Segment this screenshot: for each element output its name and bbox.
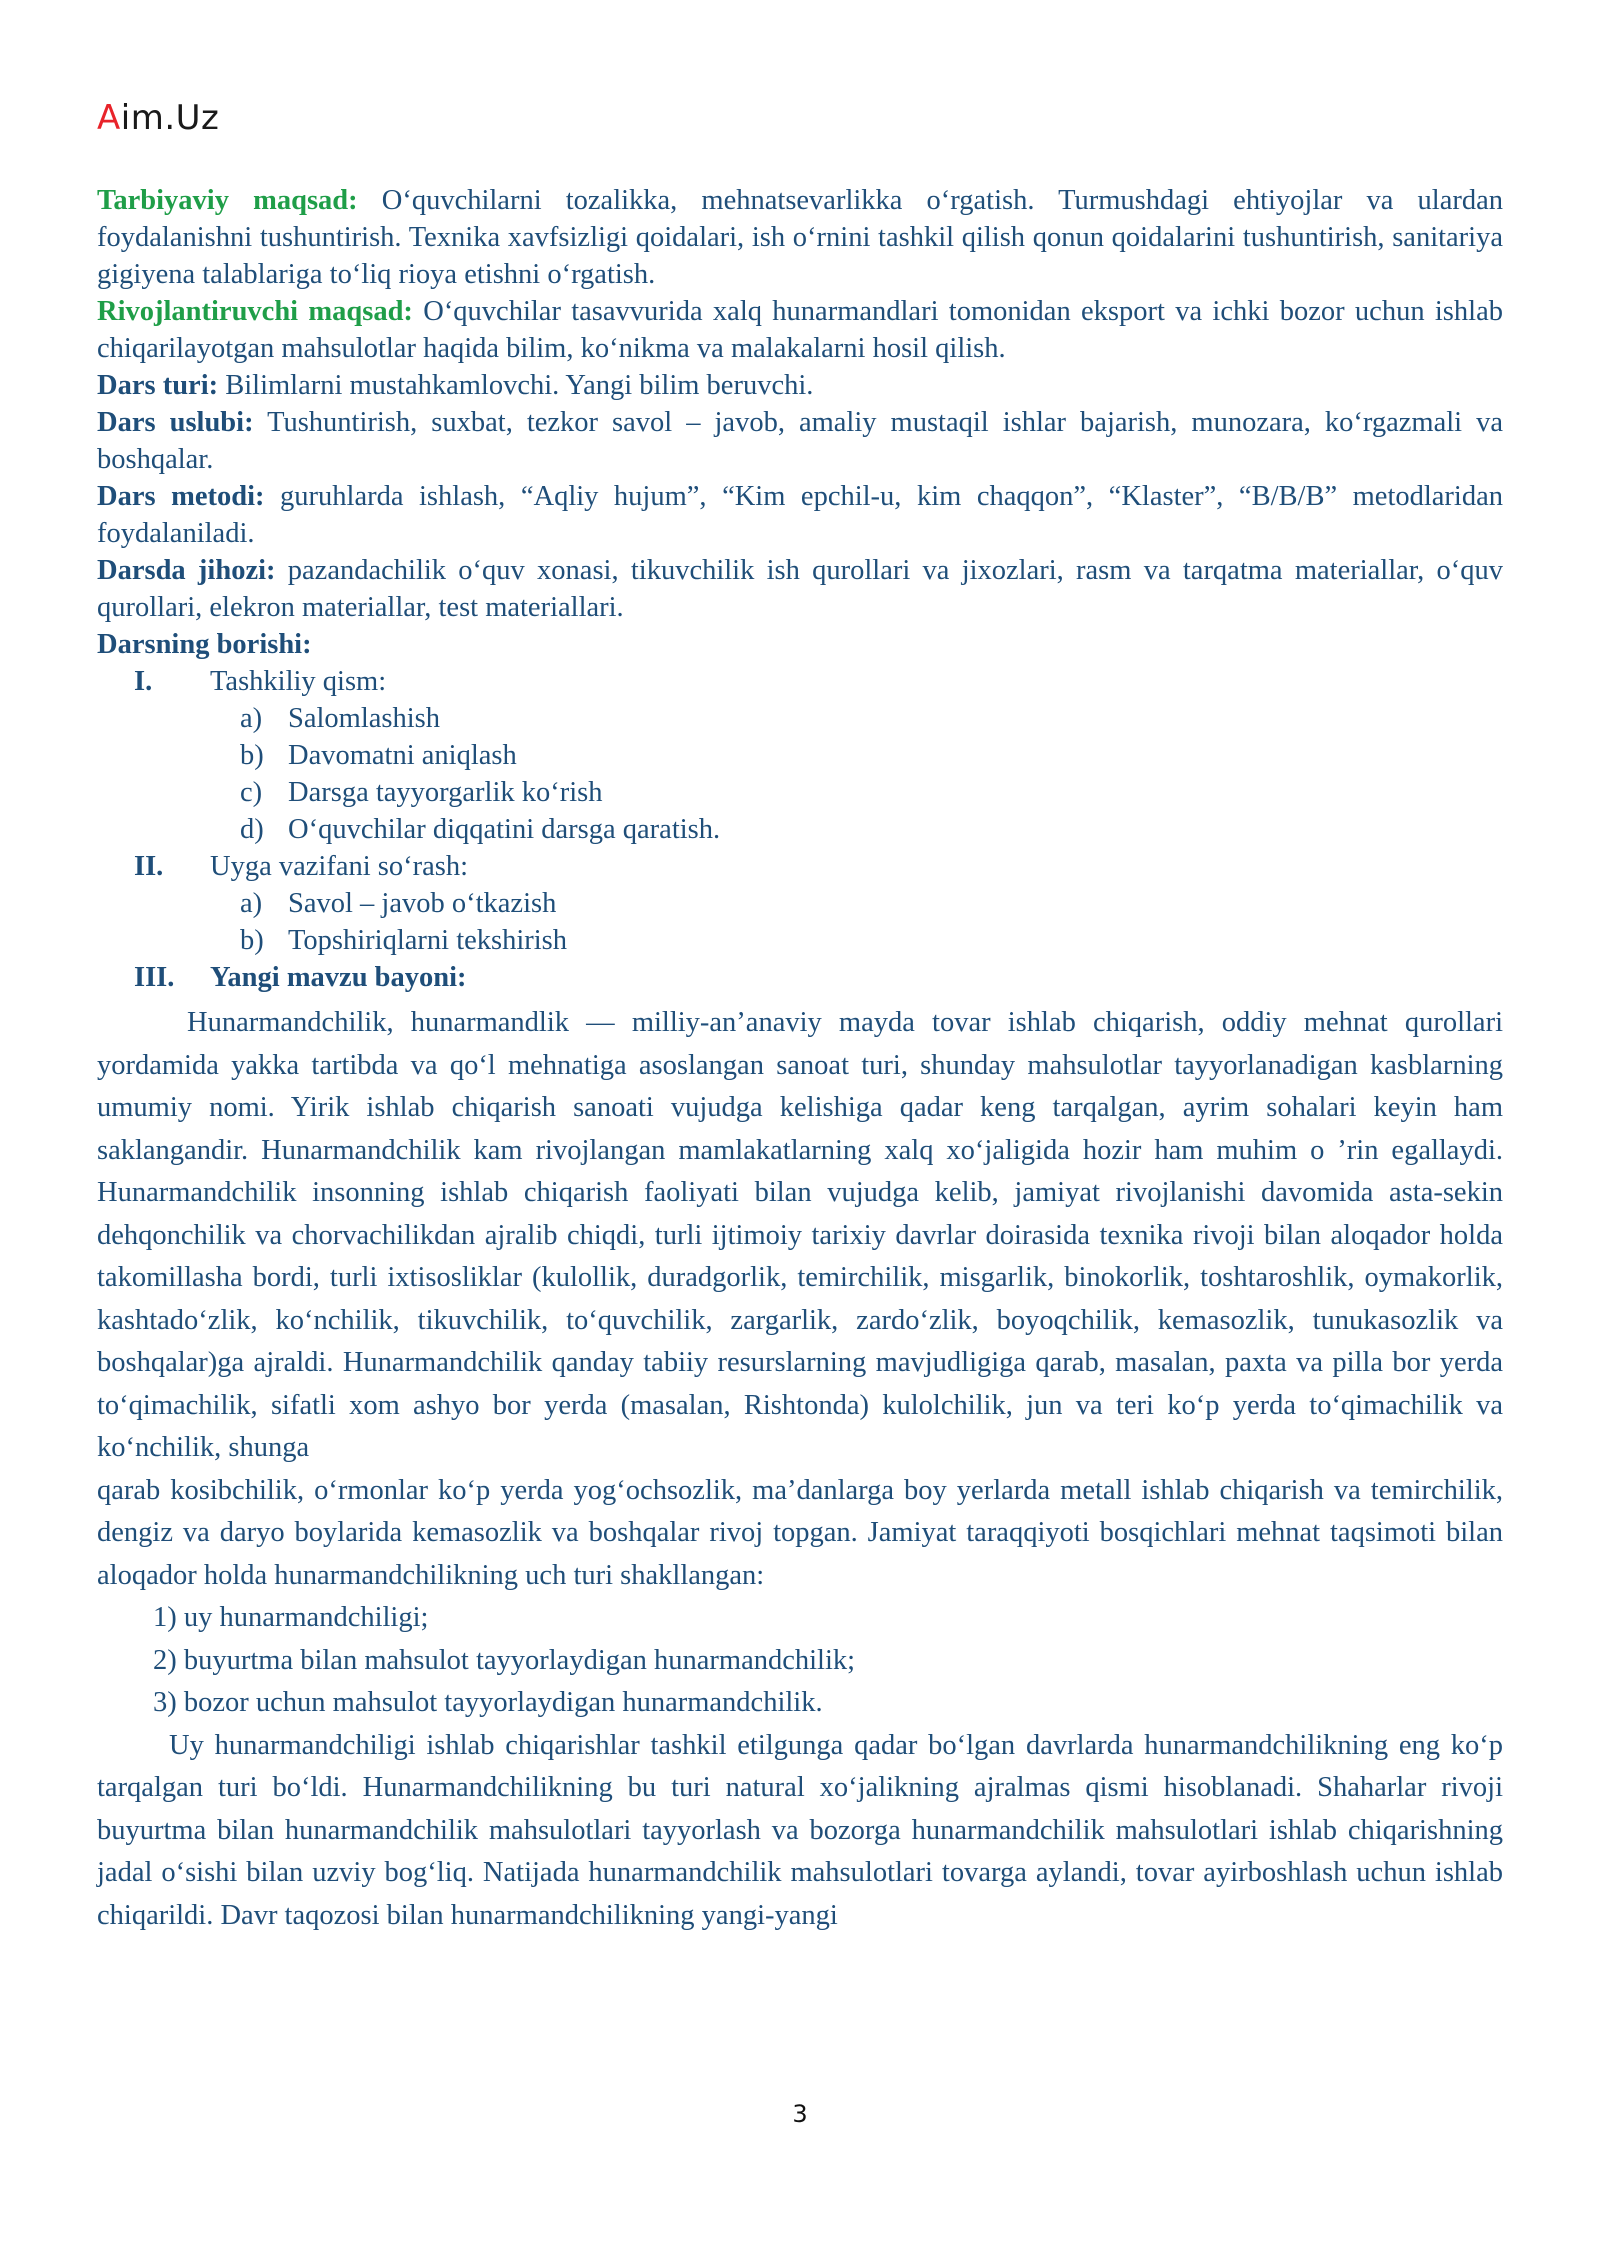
section-3 — [97, 959, 1503, 996]
body-paragraph-2: qarab kosibchilik, o‘rmonlar ko‘p yerda yog‘ochsozlik, ma’danlarga boy yerlarda metall ishlab chiqarish va temirchilik, dengiz va daryo boylarida kemasozlik va boshqalar rivoj topgan. Jamiyat taraqqiyoti bosqichlari mehnat taqsimoti bilan aloqador holda hunarmandchilikning uch turi shakllangan: — [97, 1474, 1503, 1591]
list-item — [97, 885, 1503, 922]
label-dars-turi: Dars turi: — [97, 370, 219, 401]
darsning-borishi-heading: Darsning borishi: — [97, 629, 312, 660]
list-item: 3) bozor uchun mahsulot tayyorlaydigan hunarmandchilik. — [153, 1687, 823, 1718]
list-item — [97, 922, 1503, 959]
document-content — [97, 182, 1503, 1937]
section-3-title: Yangi mavzu bayoni: — [210, 962, 467, 993]
section-2 — [97, 848, 1503, 885]
list-item: 2) buyurtma bilan mahsulot tayyorlaydigan hunarmandchilik; — [153, 1644, 856, 1676]
text-dars-metodi: guruhlarda ishlash, “Aqliy hujum”, “Kim epchil-u, kim chaqqon”, “Klaster”, “B/B/B” metodlaridan foydalaniladi. — [97, 481, 1503, 549]
list-item: 1) uy hunarmandchiligi; — [153, 1602, 429, 1633]
section-1 — [97, 663, 1503, 700]
section-1-number: I. — [134, 666, 153, 697]
list-letter: d) — [240, 814, 264, 845]
list-letter: a) — [240, 703, 263, 734]
list-letter: c) — [240, 777, 263, 808]
intro-darsda-jihozi — [97, 552, 1503, 626]
list-item — [97, 811, 1503, 848]
logo-letter-a: A — [97, 98, 121, 138]
body-paragraph-3: Uy hunarmandchiligi ishlab chiqarishlar tashkil etilgunga qadar bo‘lgan davrlarda hunarmandchilikning eng ko‘p tarqalgan turi bo‘ldi. Hunarmandchilikning bu turi natural xo‘jalikning ajralmas qismi hisoblanadi. Shaharlar rivoji buyurtma bilan hunarmandchilik mahsulotlari tayyorlash va bozorga hunarmandchilik mahsulotlari ishlab chiqarishning jadal o‘sishi bilan uzviy bog‘liq. Natijada hunarmandchilik mahsulotlari tovarga aylandi, tovar ayirboshlash uchun ishlab chiqarildi. Davr taqozosi bilan hunarmandchilikning yangi-yangi — [97, 1729, 1503, 1931]
section-3-number: III. — [134, 962, 175, 993]
text-tarbiyaviy: O‘quvchilarni tozalikka, mehnatsevarlikka o‘rgatish. Turmushdagi ehtiyojlar va ulardan foydalanishni tushuntirish. Texnika xavfsizligi qoidalari, ish o‘rnini tashkil qilish qonun qoidalarini tushuntirish, sanitariya gigiyena talablariga to‘liq rioya etishni o‘rgatish. — [97, 185, 1503, 290]
list-item — [97, 774, 1503, 811]
list-text: Topshiriqlarni tekshirish — [288, 925, 568, 956]
label-darsda-jihozi: Darsda jihozi: — [97, 555, 276, 586]
section-2-title: Uyga vazifani so‘rash: — [210, 851, 468, 882]
list-text: Savol – javob o‘tkazish — [288, 888, 557, 919]
list-text: Darsga tayyorgarlik ko‘rish — [288, 777, 603, 808]
site-logo[interactable] — [97, 98, 219, 138]
main-body — [97, 1002, 1503, 1937]
list-item — [97, 700, 1503, 737]
label-dars-uslubi: Dars uslubi: — [97, 407, 254, 438]
body-paragraph-1: Hunarmandchilik, hunarmandlik — milliy-an’anaviy mayda tovar ishlab chiqarish, oddiy mehnat qurollari yordamida yakka tartibda va qo‘l mehnatiga asoslangan sanoat turi, shunday mahsulotlar tayyorlanadigan kasblarning umumiy nomi. Yirik ishlab chiqarish sanoati vujudga kelishiga qadar keng tarqalgan, ayrim sohalari keyin ham saklangandir. Hunarmandchilik kam rivojlangan mamlakatlarning xalq xo‘jaligida hozir ham muhim o ’rin egallaydi. Hunarmandchilik insonning ishlab chiqarish faoliyati bilan vujudga kelib, jamiyat rivojlanishi davomida asta-sekin dehqonchilik va chorvachilikdan ajralib chiqdi, turli ijtimoiy tarixiy davrlar doirasida texnika rivoji bilan aloqador holda takomillasha bordi, turli ixtisosliklar (kulollik, duradgorlik, temirchilik, misgarlik, binokorlik, toshtaroshlik, oymakorlik, kashtado‘zlik, ko‘nchilik, tikuvchilik, to‘quvchilik, zargarlik, zardo‘zlik, boyoqchilik, kemasozlik, tunukasozlik va boshqalar)ga ajraldi. Hunarmandchilik qanday tabiiy resurslarning mavjudligiga qarab, masalan, paxta va pilla bor yerda to‘qimachilik, sifatli xom ashyo bor yerda (masalan, Rishtonda) kulolchilik, jun va teri ko‘p yerda to‘qimachilik va ko‘nchilik, shunga — [97, 1007, 1503, 1463]
list-text: O‘quvchilar diqqatini darsga qaratish. — [288, 814, 721, 845]
text-dars-turi: Bilimlarni mustahkamlovchi. Yangi bilim beruvchi. — [218, 370, 814, 401]
label-tarbiyaviy: Tarbiyaviy maqsad: — [97, 185, 358, 216]
list-letter: a) — [240, 888, 263, 919]
list-text: Salomlashish — [288, 703, 441, 734]
label-dars-metodi: Dars metodi: — [97, 481, 265, 512]
logo-text: im.Uz — [120, 98, 220, 138]
section-2-number: II. — [134, 851, 164, 882]
list-text: Davomatni aniqlash — [288, 740, 517, 771]
text-darsda-jihozi: pazandachilik o‘quv xonasi, tikuvchilik ish qurollari va jixozlari, rasm va tarqatma materiallar, o‘quv qurollari, elekron materiallar, test materiallari. — [97, 555, 1503, 623]
label-rivojlantiruvchi: Rivojlantiruvchi maqsad: — [97, 296, 413, 327]
list-letter: b) — [240, 740, 264, 771]
intro-dars-uslubi — [97, 404, 1503, 478]
intro-dars-metodi — [97, 478, 1503, 552]
section-1-title: Tashkiliy qism: — [210, 666, 387, 697]
intro-tarbiyaviy — [97, 182, 1503, 293]
text-rivojlantiruvchi: O‘quvchilar tasavvurida xalq hunarmandlari tomonidan eksport va ichki bozor uchun ishlab chiqarilayotgan mahsulotlar haqida bilim, ko‘nikma va malakalarni hosil qilish. — [97, 296, 1503, 364]
intro-dars-turi — [97, 367, 1503, 404]
page-number: 3 — [792, 2100, 808, 2128]
list-item — [97, 737, 1503, 774]
list-letter: b) — [240, 925, 264, 956]
text-dars-uslubi: Tushuntirish, suxbat, tezkor savol – javob, amaliy mustaqil ishlar bajarish, munozara, ko‘rgazmali va boshqalar. — [97, 407, 1503, 475]
intro-rivojlantiruvchi — [97, 293, 1503, 367]
